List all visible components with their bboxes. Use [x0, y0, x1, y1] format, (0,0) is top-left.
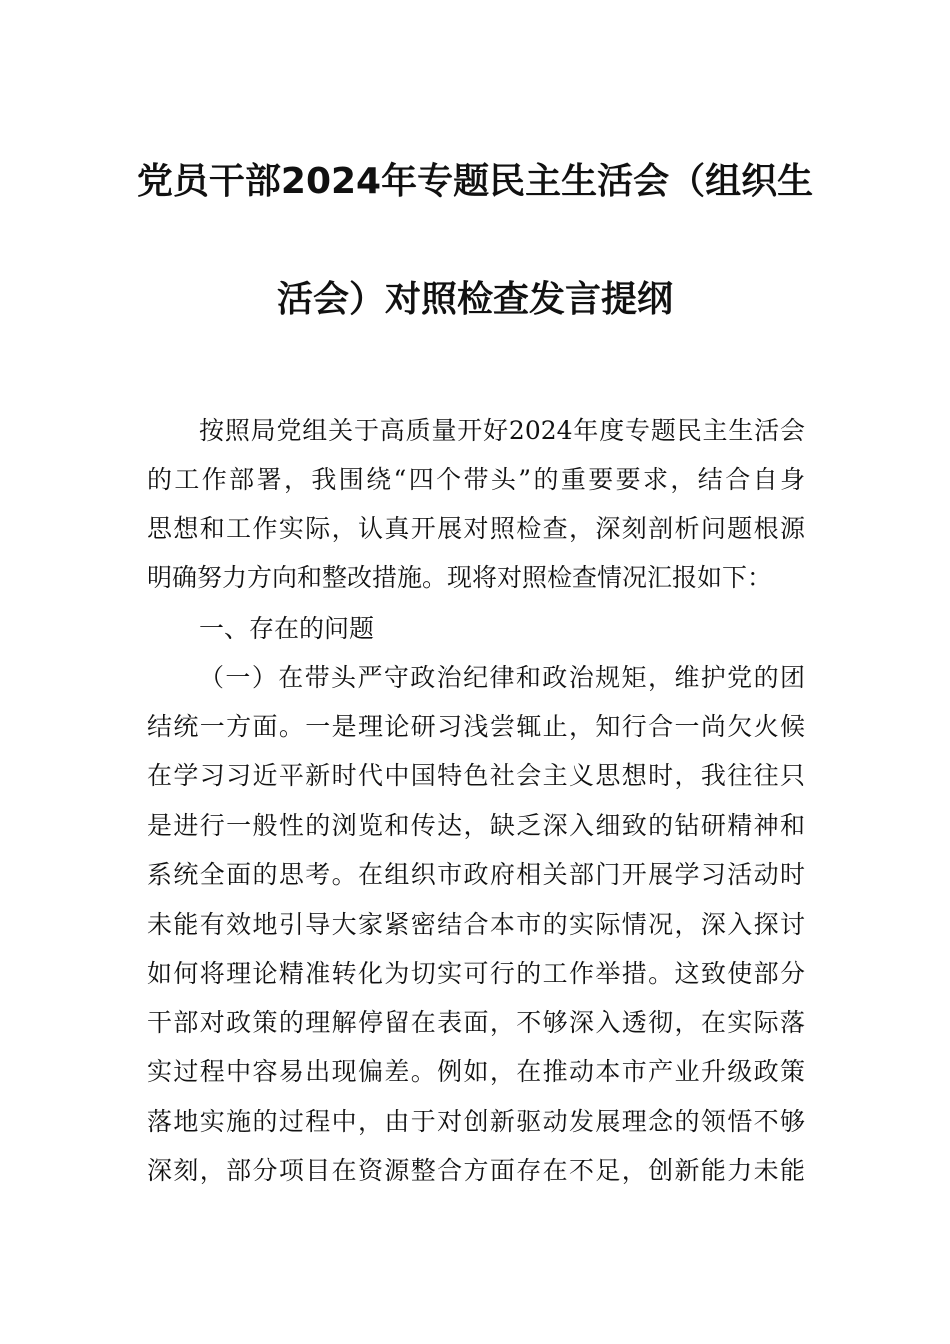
subsection-paragraph-line: 如何将理论精准转化为切实可行的工作举措。这致使部分 — [147, 959, 805, 988]
subsection-paragraph-line: 未能有效地引导大家紧密结合本市的实际情况，深入探讨 — [147, 910, 805, 939]
subsection-paragraph-line: 实过程中容易出现偏差。例如，在推动本市产业升级政策 — [147, 1057, 805, 1086]
subsection-paragraph-line: 深刻，部分项目在资源整合方面存在不足，创新能力未能 — [147, 1156, 805, 1185]
subsection-paragraph-line: 落地实施的过程中，由于对创新驱动发展理念的领悟不够 — [147, 1107, 805, 1136]
subsection-paragraph-line: 干部对政策的理解停留在表面，不够深入透彻，在实际落 — [147, 1008, 805, 1037]
subsection-paragraph-line: （一）在带头严守政治纪律和政治规矩，维护党的团 — [199, 663, 805, 692]
document-title-line-1: 党员干部2024年专题民主生活会（组织生 — [136, 161, 814, 202]
section-heading: 一、存在的问题 — [199, 614, 375, 643]
subsection-paragraph-line: 结统一方面。一是理论研习浅尝辄止，知行合一尚欠火候 — [147, 712, 805, 741]
intro-paragraph-line: 明确努力方向和整改措施。现将对照检查情况汇报如下： — [147, 563, 773, 592]
intro-paragraph-line: 按照局党组关于高质量开好2024年度专题民主生活会 — [199, 416, 805, 445]
intro-paragraph-line: 的工作部署，我围绕“四个带头”的重要要求，结合自身 — [147, 465, 805, 494]
intro-paragraph-line: 思想和工作实际，认真开展对照检查，深刻剖析问题根源 — [147, 514, 805, 543]
subsection-paragraph-line: 是进行一般性的浏览和传达，缺乏深入细致的钻研精神和 — [147, 811, 805, 840]
subsection-paragraph-line: 系统全面的思考。在组织市政府相关部门开展学习活动时 — [147, 860, 805, 889]
document-title-line-2: 活会）对照检查发言提纲 — [276, 279, 673, 320]
subsection-paragraph-line: 在学习习近平新时代中国特色社会主义思想时，我往往只 — [147, 761, 805, 790]
